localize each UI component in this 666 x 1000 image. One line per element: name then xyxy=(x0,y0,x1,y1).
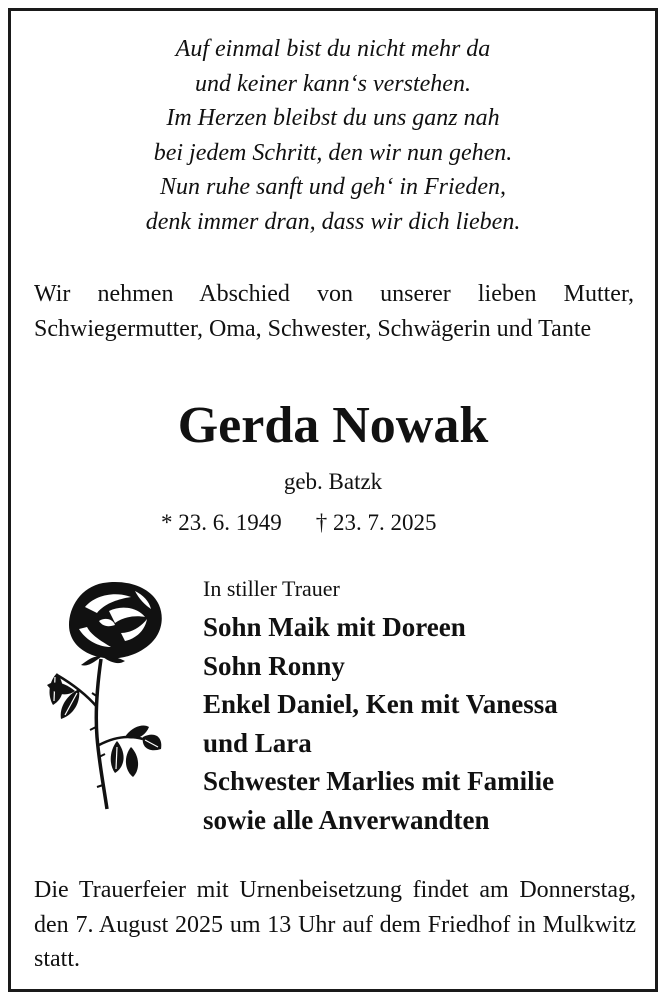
mourner-entry: Sohn Ronny xyxy=(203,650,345,681)
mourners-list xyxy=(203,573,643,839)
obituary-card xyxy=(8,8,658,992)
birth-date: * 23. 6. 1949 xyxy=(161,510,282,535)
poem xyxy=(11,32,655,239)
maiden-name: geb. Batzk xyxy=(283,469,383,494)
death-date: † 23. 7. 2025 xyxy=(315,510,437,535)
mourning-lead: In stiller Trauer xyxy=(203,576,340,601)
rose-icon xyxy=(39,577,169,837)
poem-line: Im Herzen bleibst du uns ganz nah xyxy=(166,105,500,131)
poem-line: Nun ruhe sanft und geh‘ in Frieden, xyxy=(160,174,506,200)
mourner-entry: sowie alle Anverwandten xyxy=(203,804,490,835)
farewell-intro: Wir nehmen Abschied von unserer lieben Mutter, Schwiegermutter, Oma, Schwester, Schwägerin und Tante xyxy=(34,281,634,342)
poem-line: bei jedem Schritt, den wir nun gehen. xyxy=(153,139,513,166)
mourner-entry: Sohn Maik mit Doreen xyxy=(203,612,466,642)
funeral-notice: Die Trauerfeier mit Urnenbeisetzung findet am Donnerstag, den 7. August 2025 um 13 Uhr auf dem Friedhof in Mulkwitz statt. xyxy=(34,877,636,972)
mourner-entry: und Lara xyxy=(203,727,312,758)
life-dates xyxy=(161,508,437,538)
poem-line: denk immer dran, dass wir dich lieben. xyxy=(145,208,521,235)
poem-line: und keiner kann‘s verstehen. xyxy=(195,70,471,97)
deceased-name: Gerda Nowak xyxy=(177,397,489,454)
poem-line: Auf einmal bist du nicht mehr da xyxy=(175,36,491,62)
mourner-entry: Enkel Daniel, Ken mit Vanessa xyxy=(203,689,558,719)
mourner-entry: Schwester Marlies mit Familie xyxy=(203,766,555,796)
